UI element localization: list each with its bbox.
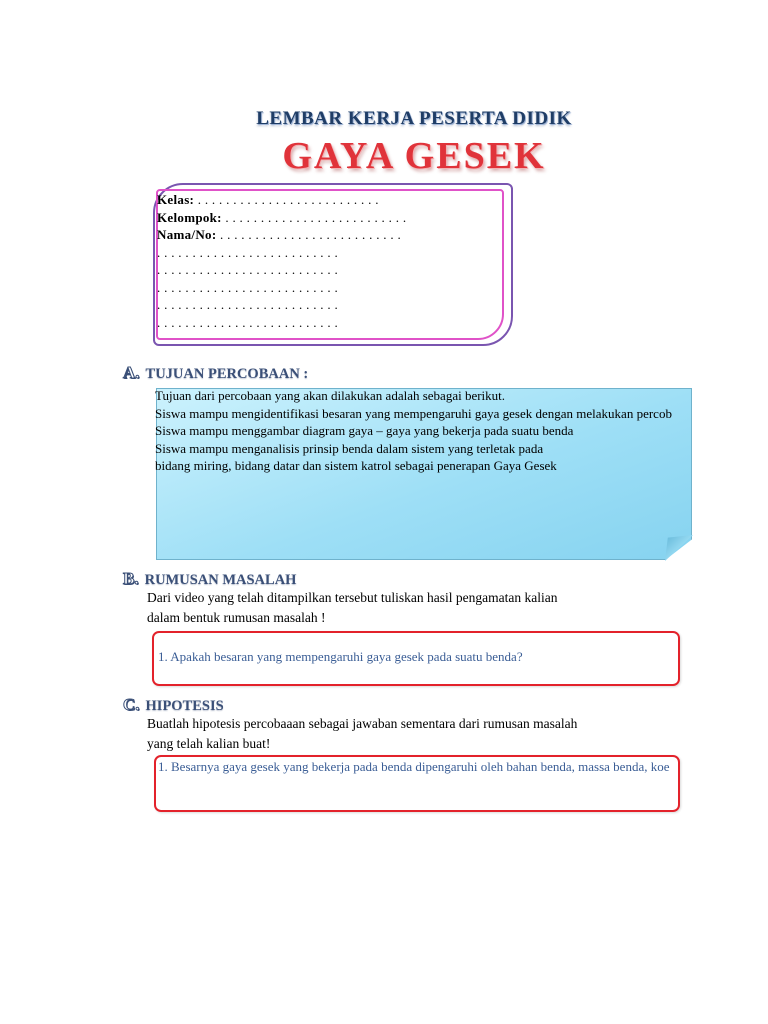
worksheet-title: GAYA GESEK xyxy=(282,135,546,177)
hypothesis-answer-text[interactable]: 1. Besarnya gaya gesek yang bekerja pada benda dipengaruhi oleh bahan benda, massa benda, koe xyxy=(158,759,670,774)
problem-answer-text[interactable]: 1. Apakah besaran yang mempengaruhi gaya gesek pada suatu benda? xyxy=(158,649,523,664)
nama-row[interactable] xyxy=(157,226,406,244)
objective-line: Siswa mampu mengidentifikasi besaran yang mempengaruhi gaya gesek dengan melakukan percob xyxy=(155,405,672,421)
section-c-letter: C. xyxy=(123,695,140,714)
kelas-label: Kelas: xyxy=(157,192,195,207)
objective-line: Siswa mampu menggambar diagram gaya – gaya yang bekerja pada suatu benda xyxy=(155,423,574,438)
section-a-letter: A. xyxy=(123,363,140,382)
nama-label: Nama/No: xyxy=(157,227,217,242)
nama-dots: . . . . . . . . . . . . . . . . . . . . . . . . . . xyxy=(216,227,402,242)
member-line[interactable]: . . . . . . . . . . . . . . . . . . . . . . . . . . xyxy=(157,314,339,330)
objective-line: bidang miring, bidang datar dan sistem katrol sebagai penerapan Gaya Gesek xyxy=(155,458,557,473)
member-line[interactable]: . . . . . . . . . . . . . . . . . . . . . . . . . . xyxy=(157,297,339,312)
member-line[interactable]: . . . . . . . . . . . . . . . . . . . . . . . . . . xyxy=(157,244,339,260)
section-c-title: HIPOTESIS xyxy=(145,698,224,714)
objective-line: Tujuan dari percobaan yang akan dilakukan adalah sebagai berikut. xyxy=(155,388,506,403)
section-b-title: RUMUSAN MASALAH xyxy=(144,572,297,588)
section-b-letter: B. xyxy=(123,569,139,588)
worksheet-subtitle: LEMBAR KERJA PESERTA DIDIK xyxy=(256,108,572,129)
identity-fields xyxy=(157,191,406,331)
member-line[interactable]: . . . . . . . . . . . . . . . . . . . . . . . . . . xyxy=(157,262,339,277)
kelompok-row[interactable] xyxy=(157,209,406,227)
section-c-instruction-2: yang telah kalian buat! xyxy=(147,736,271,751)
kelas-dots: . . . . . . . . . . . . . . . . . . . . . . . . . . xyxy=(194,192,379,207)
kelompok-label: Kelompok: xyxy=(157,209,222,225)
section-a-heading xyxy=(123,363,308,383)
section-b-instruction-1: Dari video yang telah ditampilkan tersebut tuliskan hasil pengamatan kalian xyxy=(147,590,558,605)
kelompok-dots: . . . . . . . . . . . . . . . . . . . . . . . . . . xyxy=(221,209,407,225)
section-b-instruction-2: dalam bentuk rumusan masalah ! xyxy=(147,610,326,625)
objectives-text xyxy=(155,387,768,475)
objective-line: Siswa mampu menganalisis prinsip benda dalam sistem yang terletak pada xyxy=(155,440,544,456)
member-line[interactable]: . . . . . . . . . . . . . . . . . . . . . . . . . . xyxy=(157,279,339,295)
section-c-instruction-1: Buatlah hipotesis percobaaan sebagai jawaban sementara dari rumusan masalah xyxy=(147,716,578,731)
kelas-row[interactable] xyxy=(157,191,406,209)
section-a-title: TUJUAN PERCOBAAN : xyxy=(145,366,309,382)
section-c-heading xyxy=(123,695,224,715)
section-b-heading xyxy=(123,569,296,589)
